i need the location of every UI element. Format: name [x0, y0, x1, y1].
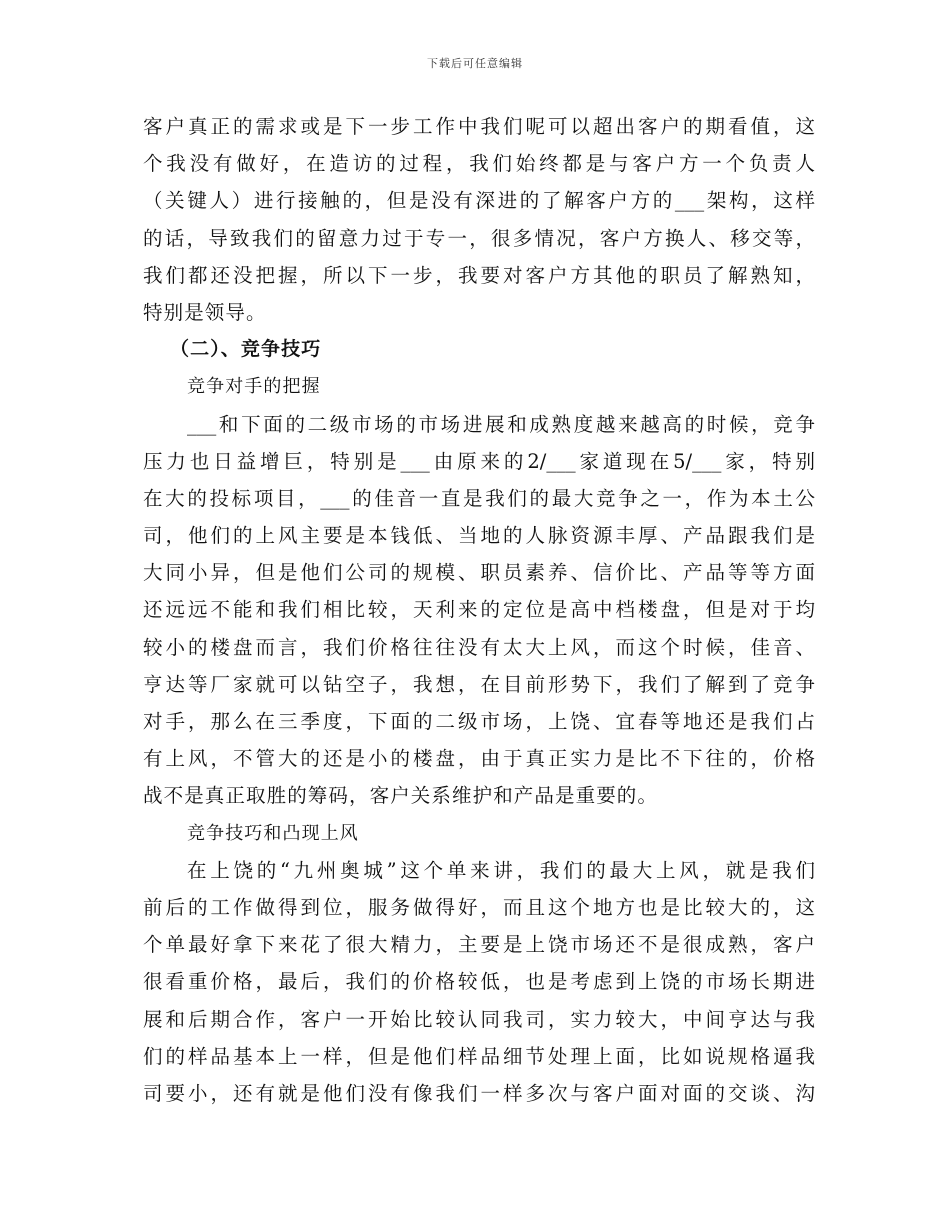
paragraph-line: 司要小，还有就是他们没有像我们一样多次与客户面对面的交谈、沟 [143, 1081, 815, 1105]
section-heading: （二）、竞争技巧 [170, 338, 322, 361]
paragraph-line: 的话，导致我们的留意力过于专一，很多情况，客户方换人、移交等， [143, 226, 815, 250]
page-header: 下载后可任意编辑 [427, 57, 523, 70]
paragraph-line: 特别是领导。 [143, 300, 267, 324]
paragraph-line: 大同小异，但是他们公司的规模、职员素养、信价比、产品等等方面 [143, 561, 815, 585]
paragraph-line: 个单最好拿下来花了很大精力，主要是上饶市场还不是很成熟，客户 [143, 933, 815, 957]
paragraph-line: 战不是真正取胜的筹码，客户关系维护和产品是重要的。 [143, 784, 659, 808]
paragraph-line: （关键人）进行接触的，但是没有深进的了解客户方的___架构，这样 [143, 189, 815, 213]
paragraph-line: 在大的投标项目，___的佳音一直是我们的最大竞争之一，作为本土公 [143, 486, 815, 510]
paragraph-line: 司，他们的上风主要是本钱低、当地的人脉资源丰厚、产品跟我们是 [143, 524, 815, 548]
subsection-title: 竞争对手的把握 [187, 376, 321, 398]
subsection-title: 竞争技巧和凸现上风 [187, 822, 359, 844]
paragraph-line: 我们都还没把握，所以下一步，我要对客户方其他的职员了解熟知， [143, 263, 815, 287]
paragraph-line: 在上饶的“九州奥城”这个单来讲，我们的最大上风，就是我们 [187, 858, 815, 882]
paragraph-line: 压力也日益增巨，特别是___由原来的2/___家道现在5/___家，特别 [143, 449, 815, 473]
document-body [143, 108, 815, 1112]
paragraph-line: 个我没有做好，在造访的过程，我们始终都是与客户方一个负责人 [143, 152, 815, 176]
paragraph-line: 们的样品基本上一样，但是他们样品细节处理上面，比如说规格逼我 [143, 1044, 815, 1068]
paragraph-line: 对手，那么在三季度，下面的二级市场，上饶、宜春等地还是我们占 [143, 710, 815, 733]
paragraph-line: ___和下面的二级市场的市场进展和成熟度越来越高的时候，竞争 [187, 412, 815, 436]
paragraph-line: 展和后期合作，客户一开始比较认同我司，实力较大，中间亨达与我 [143, 1007, 815, 1031]
paragraph-line: 还远远不能和我们相比较，天利来的定位是高中档楼盘，但是对于均 [143, 598, 815, 622]
paragraph-line: 很看重价格，最后，我们的价格较低，也是考虑到上饶的市场长期进 [143, 970, 815, 994]
paragraph-line: 亨达等厂家就可以钻空子，我想，在目前形势下，我们了解到了竞争 [143, 672, 815, 696]
paragraph-line: 客户真正的需求或是下一步工作中我们呢可以超出客户的期看值，这 [143, 115, 815, 138]
paragraph-line: 前后的工作做得到位，服务做得好，而且这个地方也是比较大的，这 [143, 895, 815, 919]
paragraph-line: 较小的楼盘而言，我们价格往往没有太大上风，而这个时候，佳音、 [143, 635, 815, 659]
paragraph-line: 有上风，不管大的还是小的楼盘，由于真正实力是比不下往的，价格 [143, 747, 815, 771]
